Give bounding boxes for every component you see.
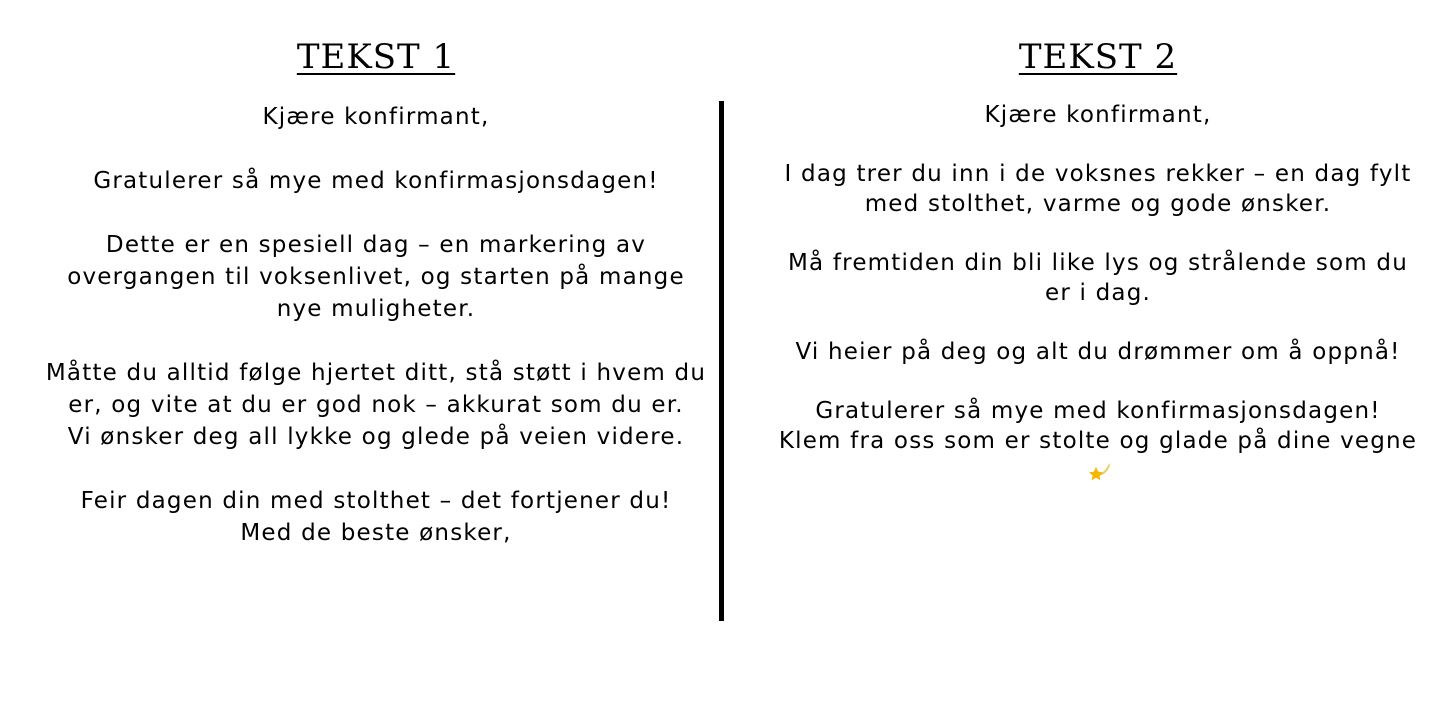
text-1-paragraph-2-line-2: Vi ønsker deg all lykke og glede på veien videre.: [67, 424, 685, 450]
text-2-body: [775, 100, 1421, 486]
text-2-paragraph-1: I dag trer du inn i de voksnes rekker – en dag fylt med stolthet, varme og gode ønsker.: [784, 161, 1412, 217]
text-1-body: [42, 101, 710, 549]
heading-tekst-1: TEKST 1: [296, 37, 456, 77]
text-1-paragraph-3-line-1: Feir dagen din med stolthet – det fortjener du!: [80, 488, 672, 514]
text-2-paragraph-2: Må fremtiden din bli like lys og strålende som du er i dag.: [788, 250, 1408, 306]
text-1-congrats: Gratulerer så mye med konfirmasjonsdagen!: [93, 168, 659, 194]
text-1-paragraph-2-line-1: Måtte du alltid følge hjertet ditt, stå støtt i hvem du er, og vite at du er god nok – akkurat som du er.: [45, 360, 707, 418]
text-1-greeting: Kjære konfirmant,: [262, 104, 490, 130]
text-1-signoff: Med de beste ønsker,: [240, 520, 512, 546]
column-divider: [719, 101, 724, 621]
text-2-paragraph-3: Vi heier på deg og alt du drømmer om å oppnå!: [795, 339, 1401, 365]
text-1-paragraph-1: Dette er en spesiell dag – en markering av overgangen til voksenlivet, og starten på mange nye muligheter.: [67, 232, 685, 322]
text-1-paragraph-2: [42, 357, 710, 453]
text-2-closing: Klem fra oss som er stolte og glade på dine vegne: [778, 428, 1418, 454]
text-2-paragraph-4: [775, 396, 1421, 486]
text-1-paragraph-3: [42, 485, 710, 549]
heading-tekst-2: TEKST 2: [1018, 37, 1178, 77]
text-2-greeting: Kjære konfirmant,: [984, 102, 1212, 128]
shooting-star-icon: [1087, 459, 1113, 483]
text-2-paragraph-4-line-2: [775, 426, 1421, 486]
text-2-paragraph-4-line-1: Gratulerer så mye med konfirmasjonsdagen!: [815, 398, 1381, 424]
